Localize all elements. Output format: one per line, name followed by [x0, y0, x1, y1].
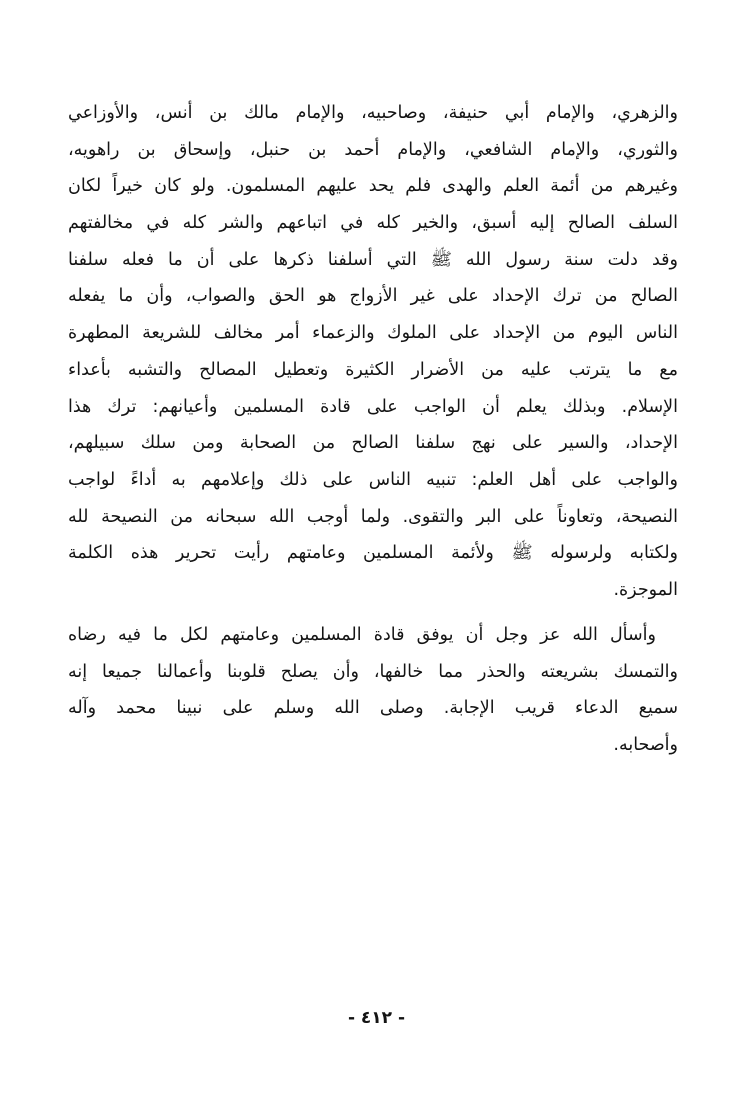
text-line: مع ما يترتب عليه من الأضرار الكثيرة وتعطيل المصالح والتشبه بأعداء [68, 359, 678, 380]
paragraph-1 [68, 95, 678, 609]
text-line: وأسأل الله عز وجل أن يوفق قادة المسلمين وعامتهم لكل ما فيه رضاه [68, 625, 656, 645]
page-number: - ٤١٢ - [347, 1008, 406, 1028]
text-line: والواجب على أهل العلم: تنبيه الناس على ذلك وإعلامهم به أداءً لواجب [68, 469, 678, 490]
text-line: سميع الدعاء قريب الإجابة. وصلى الله وسلم على نبينا محمد وآله [68, 698, 678, 719]
text-line: الناس اليوم من الإحداد على الملوك والزعماء أمر مخالف للشريعة المطهرة [68, 323, 678, 344]
text-line: وأصحابه. [613, 735, 678, 756]
text-line: والتمسك بشريعته والحذر مما خالفها، وأن يصلح قلوبنا وأعمالنا جميعا إنه [68, 661, 678, 682]
text-line: والزهري، والإمام أبي حنيفة، وصاحبيه، والإمام مالك بن أنس، والأوزاعي [68, 103, 678, 123]
text-line: وغيرهم من أئمة العلم والهدى فلم يحد عليهم المسلمون. ولو كان خيراً لكان [68, 176, 678, 197]
text-line: السلف الصالح إليه أسبق، والخير كله في اتباعهم والشر كله في مخالفتهم [68, 213, 678, 234]
text-line: والثوري، والإمام الشافعي، والإمام أحمد بن حنبل، وإسحاق بن راهويه، [68, 139, 678, 160]
text-line: الموجزة. [613, 579, 678, 600]
text-line: الصالح من ترك الإحداد على غير الأزواج هو الحق والصواب، وأن ما يفعله [68, 286, 678, 307]
paragraph-2 [68, 617, 678, 764]
text-line: وقد دلت سنة رسول الله ﷺ التي أسلفنا ذكرها على أن ما فعله سلفنا [68, 249, 678, 270]
text-line: النصيحة، وتعاوناً على البر والتقوى. ولما أوجب الله سبحانه من النصيحة لله [68, 506, 678, 527]
text-line: الإحداد، والسير على نهج سلفنا الصالح من الصحابة ومن سلك سبيلهم، [68, 433, 678, 454]
text-line: ولكتابه ولرسوله ﷺ ولأئمة المسلمين وعامتهم رأيت تحرير هذه الكلمة [68, 543, 678, 564]
text-line: الإسلام. وبذلك يعلم أن الواجب على قادة المسلمين وأعيانهم: ترك هذا [68, 396, 678, 417]
